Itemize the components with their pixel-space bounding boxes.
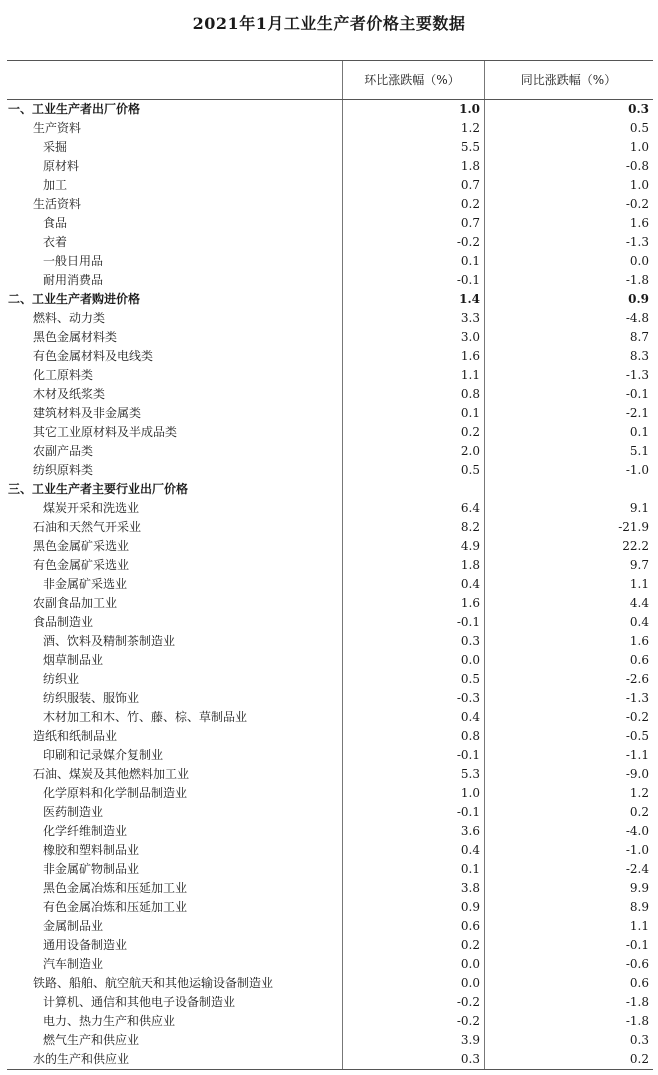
table-row: [7, 1012, 653, 1031]
table-row: [7, 176, 653, 195]
table-row: [7, 499, 653, 518]
table-row: [7, 765, 653, 784]
row-label: 烟草制品业: [43, 653, 104, 667]
table-row: [7, 271, 653, 290]
mom-value: 1.6: [460, 349, 480, 363]
yoy-value: -1.8: [625, 1014, 649, 1028]
row-label: 其它工业原材料及半成品类: [33, 425, 178, 439]
row-label: 加工: [43, 178, 68, 192]
yoy-value: 0.6: [629, 976, 649, 990]
yoy-value: 8.3: [629, 349, 649, 363]
table-header: [7, 61, 653, 100]
mom-value: 0.5: [460, 672, 480, 686]
mom-value: -0.2: [456, 235, 480, 249]
row-label: 木材及纸浆类: [33, 387, 106, 401]
row-label: 燃料、动力类: [33, 311, 106, 325]
mom-value: 3.0: [460, 330, 480, 344]
mom-value: 0.7: [460, 178, 480, 192]
row-label: 有色金属冶炼和压延加工业: [43, 900, 188, 914]
yoy-value: 1.6: [629, 634, 649, 648]
table-row: [7, 157, 653, 176]
yoy-value: -1.8: [625, 995, 649, 1009]
yoy-value: 1.1: [629, 577, 649, 591]
yoy-value: -1.0: [625, 843, 649, 857]
row-label: 酒、饮料及精制茶制造业: [43, 634, 176, 648]
yoy-value: 1.2: [629, 786, 649, 800]
row-label: 计算机、通信和其他电子设备制造业: [43, 995, 236, 1009]
row-label: 木材加工和木、竹、藤、棕、草制品业: [43, 710, 248, 724]
row-label: 印刷和记录媒介复制业: [43, 748, 164, 762]
row-label: 有色金属材料及电线类: [33, 349, 154, 363]
table-row: [7, 917, 653, 936]
table-row: [7, 708, 653, 727]
mom-value: 3.9: [460, 1033, 480, 1047]
table-row: [7, 670, 653, 689]
yoy-value: -0.6: [625, 957, 649, 971]
table-row: [7, 936, 653, 955]
row-label: 橡胶和塑料制品业: [43, 843, 140, 857]
mom-value: 5.5: [460, 140, 480, 154]
mom-value: 1.4: [459, 292, 480, 306]
row-label: 有色金属矿采选业: [33, 558, 130, 572]
mom-value: 0.0: [460, 976, 480, 990]
yoy-value: 9.7: [629, 558, 649, 572]
yoy-value: -1.3: [625, 691, 649, 705]
yoy-value: -9.0: [625, 767, 649, 781]
row-label: 石油和天然气开采业: [33, 520, 142, 534]
table-row: [7, 613, 653, 632]
yoy-value: 1.6: [629, 216, 649, 230]
table-row: [7, 195, 653, 214]
table-row: [7, 594, 653, 613]
row-label: 黑色金属冶炼和压延加工业: [43, 881, 188, 895]
mom-value: 0.0: [460, 653, 480, 667]
yoy-value: -0.2: [625, 710, 649, 724]
table-row: [7, 480, 653, 499]
mom-value: 0.1: [460, 406, 480, 420]
row-label: 黑色金属矿采选业: [33, 539, 130, 553]
row-label: 燃气生产和供应业: [43, 1033, 140, 1047]
yoy-value: -2.1: [625, 406, 649, 420]
yoy-value: -0.1: [625, 387, 649, 401]
yoy-value: 4.4: [629, 596, 649, 610]
table-row: [7, 442, 653, 461]
table-row: [7, 727, 653, 746]
table-row: [7, 252, 653, 271]
table-row: [7, 518, 653, 537]
mom-value: 5.3: [460, 767, 480, 781]
table-row: [7, 537, 653, 556]
mom-value: 3.6: [460, 824, 480, 838]
row-label: 一、工业生产者出厂价格: [8, 102, 141, 116]
row-label: 三、工业生产者主要行业出厂价格: [8, 482, 189, 496]
row-label: 汽车制造业: [43, 957, 104, 971]
mom-value: 0.8: [460, 729, 480, 743]
row-label: 煤炭开采和洗选业: [43, 501, 140, 515]
mom-value: -0.1: [456, 273, 480, 287]
yoy-value: 9.1: [629, 501, 649, 515]
yoy-value: -1.8: [625, 273, 649, 287]
yoy-value: 0.0: [629, 254, 649, 268]
row-label: 金属制品业: [43, 919, 104, 933]
row-label: 农副产品类: [33, 444, 94, 458]
yoy-value: -0.8: [625, 159, 649, 173]
yoy-value: 0.5: [629, 121, 649, 135]
mom-value: 0.2: [460, 425, 480, 439]
yoy-value: -0.5: [625, 729, 649, 743]
yoy-value: -0.2: [625, 197, 649, 211]
row-label: 非金属矿物制品业: [43, 862, 140, 876]
mom-value: 3.8: [460, 881, 480, 895]
yoy-value: 9.9: [629, 881, 649, 895]
row-label: 非金属矿采选业: [43, 577, 128, 591]
row-label: 食品制造业: [33, 615, 94, 629]
table-row: [7, 423, 653, 442]
table-row: [7, 404, 653, 423]
mom-value: 0.4: [460, 710, 480, 724]
mom-value: -0.1: [456, 615, 480, 629]
yoy-value: -0.1: [625, 938, 649, 952]
mom-value: -0.3: [456, 691, 480, 705]
row-label: 纺织原料类: [33, 463, 94, 477]
mom-value: 0.4: [460, 577, 480, 591]
yoy-value: 0.2: [629, 1052, 649, 1066]
table-row: [7, 461, 653, 480]
mom-value: 1.6: [460, 596, 480, 610]
mom-value: 0.2: [460, 938, 480, 952]
table-row: [7, 803, 653, 822]
mom-value: -0.1: [456, 748, 480, 762]
row-label: 生活资料: [33, 197, 82, 211]
mom-value: 0.3: [460, 1052, 480, 1066]
mom-value: 3.3: [460, 311, 480, 325]
yoy-value: -4.0: [625, 824, 649, 838]
mom-value: 1.1: [460, 368, 480, 382]
row-label: 水的生产和供应业: [33, 1052, 130, 1066]
row-label: 石油、煤炭及其他燃料加工业: [33, 767, 190, 781]
mom-value: 6.4: [460, 501, 480, 515]
table-row: [7, 233, 653, 252]
table-row: [7, 955, 653, 974]
table-row: [7, 385, 653, 404]
mom-value: 0.4: [460, 843, 480, 857]
table-row: [7, 1031, 653, 1050]
table-row: [7, 214, 653, 233]
yoy-value: 0.6: [629, 653, 649, 667]
table-row: [7, 841, 653, 860]
yoy-value: 0.3: [628, 102, 649, 116]
table-row: [7, 328, 653, 347]
mom-value: 0.6: [460, 919, 480, 933]
yoy-value: -1.1: [625, 748, 649, 762]
yoy-value: -2.4: [625, 862, 649, 876]
table-row: [7, 100, 653, 119]
yoy-value: 1.0: [629, 178, 649, 192]
yoy-value: -2.6: [625, 672, 649, 686]
page-title: 2021年1月工业生产者价格主要数据: [192, 14, 466, 33]
table-row: [7, 309, 653, 328]
row-label: 二、工业生产者购进价格: [8, 292, 141, 306]
table-row: [7, 651, 653, 670]
table-row: [7, 879, 653, 898]
table-row: [7, 366, 653, 385]
table-row: [7, 974, 653, 993]
mom-value: -0.2: [456, 995, 480, 1009]
mom-value: 0.2: [460, 197, 480, 211]
row-label: 黑色金属材料类: [33, 330, 118, 344]
mom-value: -0.1: [456, 805, 480, 819]
yoy-value: 0.2: [629, 805, 649, 819]
yoy-value: -1.0: [625, 463, 649, 477]
table-row: [7, 689, 653, 708]
mom-value: 0.0: [460, 957, 480, 971]
table-row: [7, 138, 653, 157]
yoy-value: -21.9: [618, 520, 649, 534]
yoy-value: 0.9: [628, 292, 649, 306]
yoy-value: -1.3: [625, 368, 649, 382]
mom-value: 1.0: [460, 786, 480, 800]
row-label: 纺织服装、服饰业: [43, 691, 140, 705]
yoy-value: 0.3: [629, 1033, 649, 1047]
mom-value: 2.0: [460, 444, 480, 458]
row-label: 铁路、船舶、航空航天和其他运输设备制造业: [33, 976, 274, 990]
table-row: [7, 119, 653, 138]
table-body: [7, 100, 653, 1069]
header-mom: 环比涨跌幅（%）: [364, 73, 460, 87]
table-row: [7, 632, 653, 651]
row-label: 通用设备制造业: [43, 938, 128, 952]
mom-value: 1.8: [460, 558, 480, 572]
header-yoy: 同比涨跌幅（%）: [520, 73, 617, 87]
yoy-value: 1.0: [629, 140, 649, 154]
mom-value: 8.2: [460, 520, 480, 534]
mom-value: 1.8: [460, 159, 480, 173]
yoy-value: 22.2: [622, 539, 649, 553]
table-row: [7, 898, 653, 917]
table-row: [7, 290, 653, 309]
table-row: [7, 347, 653, 366]
row-label: 化学原料和化学制品制造业: [43, 786, 188, 800]
mom-value: 0.5: [460, 463, 480, 477]
yoy-value: 0.4: [629, 615, 649, 629]
mom-value: 0.1: [460, 862, 480, 876]
mom-value: 0.9: [460, 900, 480, 914]
yoy-value: -1.3: [625, 235, 649, 249]
table-row: [7, 822, 653, 841]
table-row: [7, 993, 653, 1012]
mom-value: 0.7: [460, 216, 480, 230]
table-row: [7, 556, 653, 575]
row-label: 建筑材料及非金属类: [33, 406, 142, 420]
row-label: 衣着: [43, 235, 68, 249]
table-row: [7, 860, 653, 879]
yoy-value: 8.7: [629, 330, 649, 344]
row-label: 化工原料类: [33, 368, 94, 382]
row-label: 采掘: [43, 140, 68, 154]
table-row: [7, 1050, 653, 1069]
mom-value: 1.0: [459, 102, 480, 116]
table-row: [7, 784, 653, 803]
row-label: 农副食品加工业: [33, 596, 118, 610]
mom-value: 0.3: [460, 634, 480, 648]
row-label: 造纸和纸制品业: [33, 729, 118, 743]
row-label: 耐用消费品: [43, 273, 104, 287]
mom-value: 0.1: [460, 254, 480, 268]
table-bottom-rule: [7, 1069, 653, 1070]
row-label: 化学纤维制造业: [43, 824, 128, 838]
mom-value: -0.2: [456, 1014, 480, 1028]
yoy-value: 1.1: [629, 919, 649, 933]
table-row: [7, 746, 653, 765]
mom-value: 1.2: [460, 121, 480, 135]
yoy-value: 8.9: [629, 900, 649, 914]
row-label: 一般日用品: [43, 254, 104, 268]
row-label: 医药制造业: [43, 805, 104, 819]
row-label: 原材料: [43, 159, 80, 173]
row-label: 电力、热力生产和供应业: [43, 1014, 176, 1028]
row-label: 食品: [43, 216, 68, 230]
table-row: [7, 575, 653, 594]
row-label: 生产资料: [33, 121, 82, 135]
yoy-value: 0.1: [629, 425, 649, 439]
price-data-table: [7, 60, 653, 1070]
mom-value: 4.9: [460, 539, 480, 553]
yoy-value: -4.8: [625, 311, 649, 325]
row-label: 纺织业: [43, 672, 80, 686]
mom-value: 0.8: [460, 387, 480, 401]
yoy-value: 5.1: [629, 444, 649, 458]
